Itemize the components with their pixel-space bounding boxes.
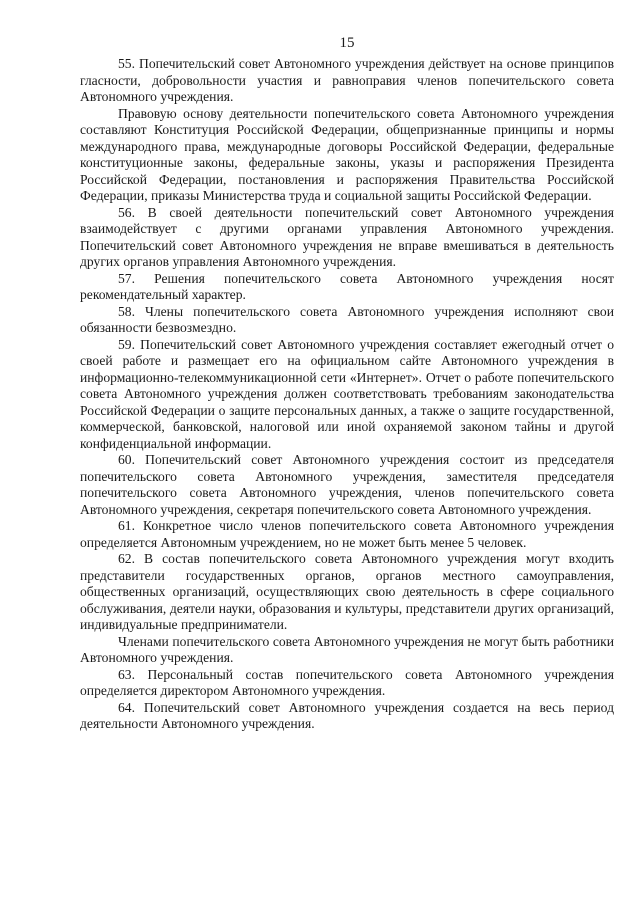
paragraph-59: 59. Попечительский совет Автономного учреждения составляет ежегодный отчет о своей работе и размещает его на официальном сайте Автономного учреждения в информационно-телекоммуникационной сети «Интернет». Отчет о работе попечительского совета Автономного учреждения должен соответствовать требованиям законодательства Российской Федерации о защите персональных данных, а также о защите государственной, коммерческой, банковской, налоговой или иной охраняемой законом тайны и другой конфиденциальной информации. <box>80 336 614 451</box>
paragraph-63: 63. Персональный состав попечительского совета Автономного учреждения определяется директором Автономного учреждения. <box>80 666 614 698</box>
paragraph-60: 60. Попечительский совет Автономного учреждения состоит из председателя попечительского совета Автономного учреждения, заместителя председателя попечительского совета Автономного учреждения, членов попечительского совета Автономного учреждения, секретаря попечительского совета Автономного учреждения. <box>80 452 614 517</box>
paragraph-57: 57. Решения попечительского совета Автономного учреждения носят рекомендательный характер. <box>80 270 614 302</box>
paragraph-58: 58. Члены попечительского совета Автономного учреждения исполняют свои обязанности безвозмездно. <box>80 303 614 335</box>
paragraph-62: 62. В состав попечительского совета Автономного учреждения могут входить представители государственных органов, органов местного самоуправления, общественных организаций, осуществляющих свою деятельность в сфере социального обслуживания, деятели науки, образования и культуры, представители других организаций, индивидуальные предприниматели. <box>80 551 614 632</box>
paragraph-legal-basis: Правовую основу деятельности попечительского совета Автономного учреждения составляют Конституция Российской Федерации, общепризнанные принципы и нормы международного права, международные договоры Российской Федерации, федеральные конституционные законы, федеральные законы, указы и распоряжения Президента Российской Федерации, постановления и распоряжения Правительства Российской Федерации, приказы Министерства труда и социальной защиты Российской Федерации. <box>80 105 614 203</box>
paragraph-61: 61. Конкретное число членов попечительского совета Автономного учреждения определяется Автономным учреждением, но не может быть менее 5 человек. <box>80 518 614 550</box>
paragraph-56: 56. В своей деятельности попечительский совет Автономного учреждения взаимодействует с другими органами управления Автономного учреждения. Попечительский совет Автономного учреждения не вправе вмешиваться в деятельность других органов управления Автономного учреждения. <box>80 204 614 269</box>
paragraph-62-restriction: Членами попечительского совета Автономного учреждения не могут быть работники Автономного учреждения. <box>80 633 614 665</box>
paragraph-64: 64. Попечительский совет Автономного учреждения создается на весь период деятельности Автономного учреждения. <box>80 699 614 731</box>
page-number: 15 <box>339 35 355 51</box>
paragraph-55: 55. Попечительский совет Автономного учреждения действует на основе принципов гласности, добровольности участия и равноправия членов попечительского совета Автономного учреждения. <box>80 56 614 104</box>
